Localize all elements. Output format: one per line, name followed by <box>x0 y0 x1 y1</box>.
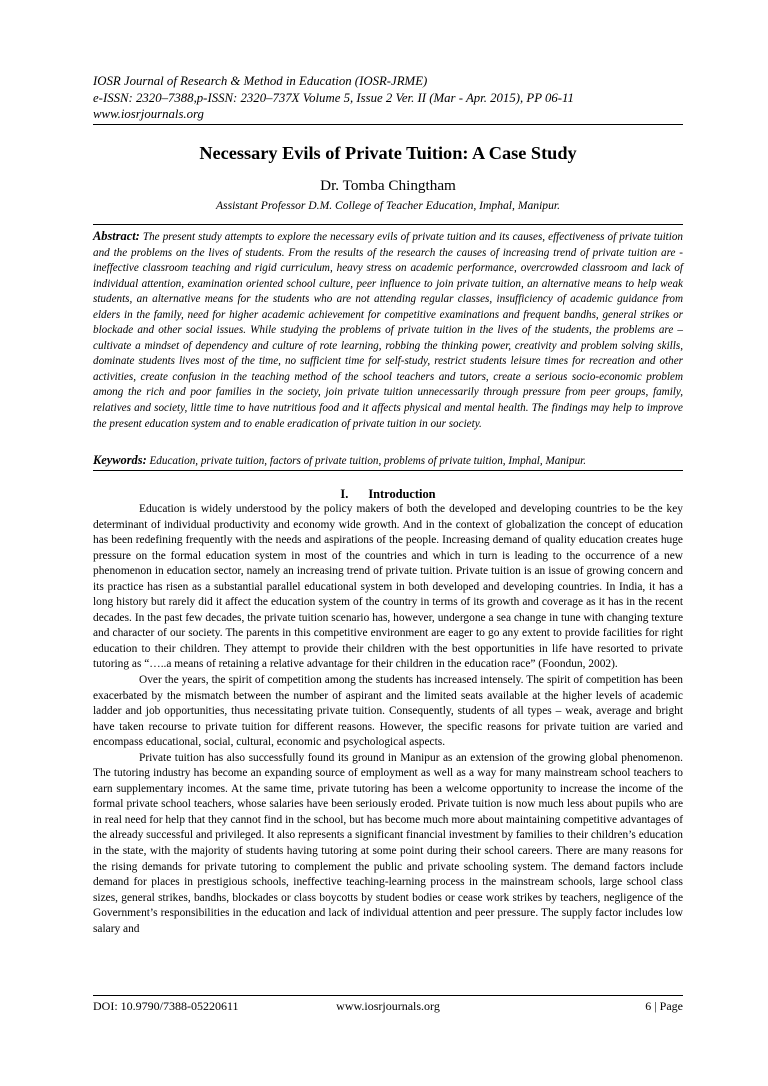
body-text <box>93 502 683 937</box>
section-title: Introduction <box>368 487 436 501</box>
author-affiliation: Assistant Professor D.M. College of Teacher Education, Imphal, Manipur. <box>215 199 561 212</box>
footer-rule <box>93 995 683 996</box>
footer-doi: DOI: 10.9790/7388-05220611 <box>93 999 239 1013</box>
keywords <box>93 453 683 470</box>
keywords-text: Education, private tuition, factors of private tuition, problems of private tuition, Imphal, Manipur. <box>149 455 587 467</box>
abstract-label: Abstract: <box>93 229 140 243</box>
section-heading <box>93 487 683 502</box>
keywords-label: Keywords: <box>93 453 147 467</box>
journal-header <box>93 73 683 123</box>
journal-name: IOSR Journal of Research & Method in Education (IOSR-JRME) <box>93 74 428 88</box>
abstract-bottom-rule <box>93 470 683 471</box>
abstract <box>93 229 683 432</box>
paragraph: Education is widely understood by the policy makers of both the developed and developing countries to be the key determinant of individual productivity and economy wide growth. And in the context of globalization the concept of education has been redefining frequently with the needs and aspirations of the people. Increasing demand of quality education creates huge pressure on the formal education system in most of the countries and which in turn is leading to the occurrence of a new phenomenon in education sector, namely an increasing trend of private tuition. Private tuition is an issue of growing concern and its practice has risen as a substantial parallel educational system in both developed and developing countries. In India, it has a long history but rarely did it affect the education system of the country in terms of its growth and coverage as it has in the recent decades. In the past few decades, the private tuition scenario has, however, undergone a sea change in tune with changing texture and character of our society. The parents in this competitive environment are eager to go any extent to provide facilities for right education to their children. They attempt to provide their children with the best opportunities in life have resorted to private tutoring as “…..a means of retaining a relative advantage for their children in the education race” (Foondun, 2002). <box>93 503 683 671</box>
page-number: 6 | Page <box>645 999 683 1013</box>
author-name: Dr. Tomba Chingtham <box>320 177 456 194</box>
abstract-top-rule <box>93 224 683 225</box>
journal-website: www.iosrjournals.org <box>93 107 204 121</box>
paragraph: Private tuition has also successfully found its ground in Manipur as an extension of the growing global phenomenon. The tutoring industry has become an expanding source of employment as well as a way for many mainstream school teachers to earn supplementary incomes. At the same time, private tutoring has been a welcome opportunity to increase the income of the formal private school teachers, whose salaries have been seriously eroded. Private tuition is now much less about pupils who are in real need for help that they cannot find in the school, but has become much more about maintaining competitive advantages of the already successful and privileged. It also represents a significant financial investment by families to their children’s education in the state, with the majority of students having tutoring at some point during their school careers. There are many reasons for the rising demands for private tutoring to complement the public and private schooling system. The demand factors include demand for places in prestigious schools, ineffective teaching-learning process in the mainstream schools, large school class sizes, general strikes, bandhs, blockades or class boycotts by student bodies or cease work strikes by teachers, negligence of the Government’s responsibilities in the education and lack of individual attention and peer pressure. The supply factor includes low salary and <box>93 751 683 935</box>
paper-title: Necessary Evils of Private Tuition: A Case Study <box>199 143 577 163</box>
section-number: I. <box>340 487 349 501</box>
header-rule <box>93 124 683 125</box>
footer-website: www.iosrjournals.org <box>336 999 440 1013</box>
issn-line: e-ISSN: 2320–7388,p-ISSN: 2320–737X Volume 5, Issue 2 Ver. II (Mar - Apr. 2015), PP 06-11 <box>93 90 574 105</box>
abstract-text: The present study attempts to explore the necessary evils of private tuition and its causes, effectiveness of private tuition and the problems on the lives of students. From the results of the research the causes of increasing trend of private tuition are - ineffective classroom teaching and rigid curriculum, heavy stress on academic performance, overcrowded classroom and lack of individual attention, examination oriented school culture, peer influence to join private tuition, an alternative means to help weak students, an alternative means for the students who are not attending regular classes, insufficiency of academic guidance from elders in the family, need for higher academic achievement for competitive examinations and frequent bandhs, general strikes or blockade and other social issues. While studying the problems of private tuition in the lives of the students, the problems are – cultivate a mindset of dependency and culture of rote learning, robbing the thinking power, creativity and problem solving skills, dominate students lives most of the time, no sufficient time for self-study, restrict students leisure times for recreation and other activities, create confusion in the teaching method of the school teachers and tutors, create a serious socio-economic problem among the rich and poor families in the society, join private tuition unnecessarily through pressure from peer groups, family, relatives and society, little time to have nutritious food and it affects physical and mental health. The findings may help to improve the present education system and to enable eradication of private tuition in our society. <box>93 231 683 430</box>
paragraph: Over the years, the spirit of competition among the students has increased intensely. The spirit of competition has been exacerbated by the mismatch between the number of aspirant and the limited seats available at the higher levels of academic ladder and job opportunities, thus necessitating private tuition. Consequently, students of all types – weak, average and bright have taken recourse to private tuition for different reasons. However, the specific reasons for private tuition are varied and encompass educational, social, cultural, economic and psychological aspects. <box>93 674 683 749</box>
